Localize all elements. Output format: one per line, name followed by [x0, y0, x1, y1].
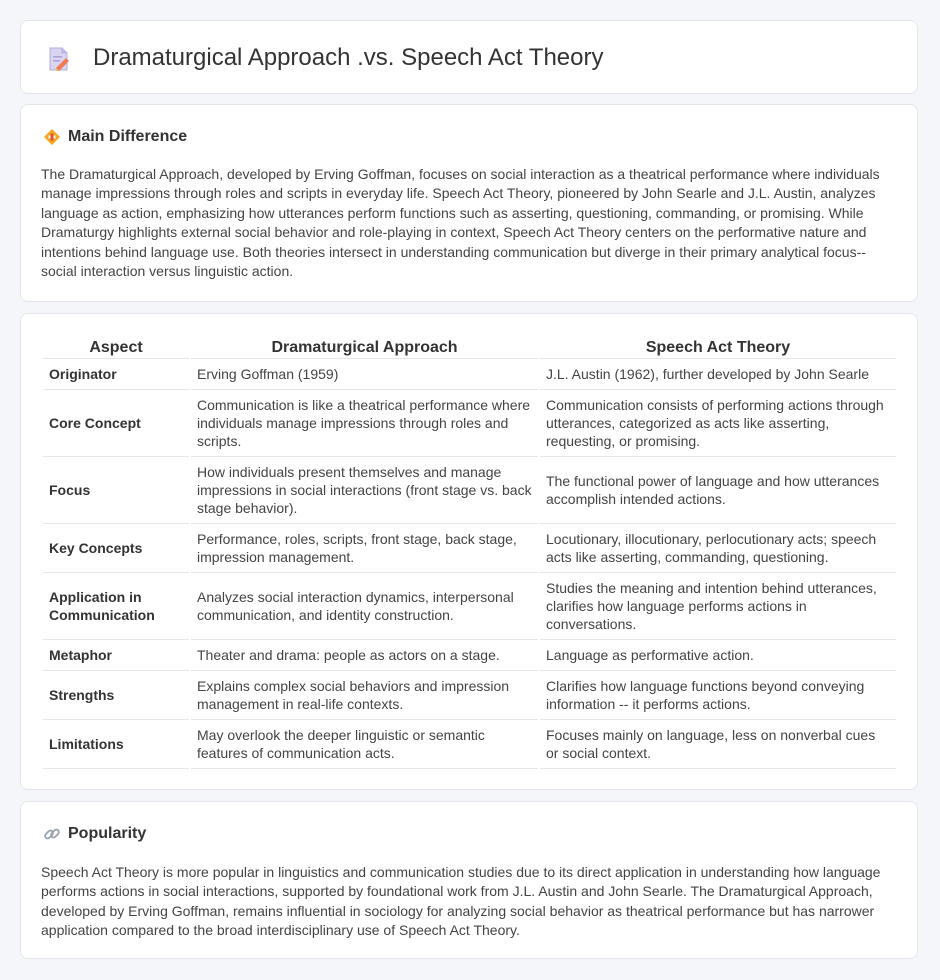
table-row: [43, 720, 896, 769]
popularity-text: Speech Act Theory is more popular in linguistics and communication studies due to its direct application in understanding how language performs actions in social interactions, supported by foundational work from J.L. Austin and John Searle. The Dramaturgical Approach, developed by Erving Goffman, remains influential in sociology for analyzing social behavior as theatrical performance but has narrower application compared to the broad interdisciplinary use of Speech Act Theory.: [41, 864, 881, 939]
speech-act-cell: J.L. Austin (1962), further developed by John Searle: [540, 359, 896, 390]
table-row: [43, 457, 896, 524]
table-row: [43, 640, 896, 671]
aspect-cell: Application in Communication: [43, 573, 189, 640]
speech-act-cell: Locutionary, illocutionary, perlocutionary acts; speech acts like asserting, commanding, questioning.: [540, 524, 896, 573]
table-row: [43, 671, 896, 720]
speech-act-cell: Communication consists of performing actions through utterances, categorized as acts like asserting, requesting, or promising.: [540, 390, 896, 457]
dramaturgical-cell: How individuals present themselves and manage impressions in social interactions (front stage vs. back stage behavior).: [191, 457, 538, 524]
dramaturgical-cell: Erving Goffman (1959): [191, 359, 538, 390]
table-header-row: [43, 338, 896, 359]
table-row: [43, 359, 896, 390]
popularity-section: [20, 801, 918, 959]
diamond-sign-icon: [43, 128, 61, 146]
dramaturgical-cell: Analyzes social interaction dynamics, interpersonal communication, and identity construction.: [191, 573, 538, 640]
dramaturgical-cell: Explains complex social behaviors and impression management in real-life contexts.: [191, 671, 538, 720]
header-dramaturgical: Dramaturgical Approach: [191, 338, 538, 359]
popularity-title: Popularity: [68, 825, 147, 842]
comparison-section: [20, 313, 918, 790]
main-difference-text: The Dramaturgical Approach, developed by Erving Goffman, focuses on social interaction as a theatrical performance where individuals manage impressions through roles and scripts in everyday life. Speech Act Theory, pioneered by John Searle and J.L. Austin, analyzes language as action, emphasizing how utterances perform functions such as asserting, questioning, commanding, or promising. While Dramaturgy highlights external social behavior and role-playing in context, Speech Act Theory centers on the performative nature and intentions behind language use. Both theories intersect in understanding communication but diverge in their primary analytical focus--social interaction versus linguistic action.: [41, 166, 880, 280]
speech-act-cell: Focuses mainly on language, less on nonverbal cues or social context.: [540, 720, 896, 769]
table-row: [43, 524, 896, 573]
aspect-cell: Strengths: [43, 671, 189, 720]
comparison-table: [41, 338, 898, 769]
aspect-cell: Originator: [43, 359, 189, 390]
aspect-cell: Metaphor: [43, 640, 189, 671]
speech-act-cell: The functional power of language and how utterances accomplish intended actions.: [540, 457, 896, 524]
speech-act-cell: Language as performative action.: [540, 640, 896, 671]
dramaturgical-cell: Theater and drama: people as actors on a stage.: [191, 640, 538, 671]
table-row: [43, 573, 896, 640]
document-pencil-icon: [47, 46, 71, 72]
speech-act-cell: Studies the meaning and intention behind utterances, clarifies how language performs actions in conversations.: [540, 573, 896, 640]
popularity-heading: [43, 824, 146, 844]
speech-act-cell: Clarifies how language functions beyond conveying information -- it performs actions.: [540, 671, 896, 720]
dramaturgical-cell: Performance, roles, scripts, front stage, back stage, impression management.: [191, 524, 538, 573]
aspect-cell: Key Concepts: [43, 524, 189, 573]
aspect-cell: Core Concept: [43, 390, 189, 457]
header-aspect: Aspect: [43, 338, 189, 359]
header-card: [20, 20, 918, 94]
table-row: [43, 390, 896, 457]
main-difference-title: Main Difference: [68, 128, 188, 145]
dramaturgical-cell: Communication is like a theatrical performance where individuals manage impressions through roles and scripts.: [191, 390, 538, 457]
aspect-cell: Limitations: [43, 720, 189, 769]
main-difference-heading: [43, 127, 187, 147]
header-speech-act: Speech Act Theory: [540, 338, 896, 359]
main-difference-section: [20, 104, 918, 302]
link-icon: [43, 825, 61, 843]
aspect-cell: Focus: [43, 457, 189, 524]
page-title: Dramaturgical Approach .vs. Speech Act Theory: [93, 44, 604, 71]
dramaturgical-cell: May overlook the deeper linguistic or semantic features of communication acts.: [191, 720, 538, 769]
